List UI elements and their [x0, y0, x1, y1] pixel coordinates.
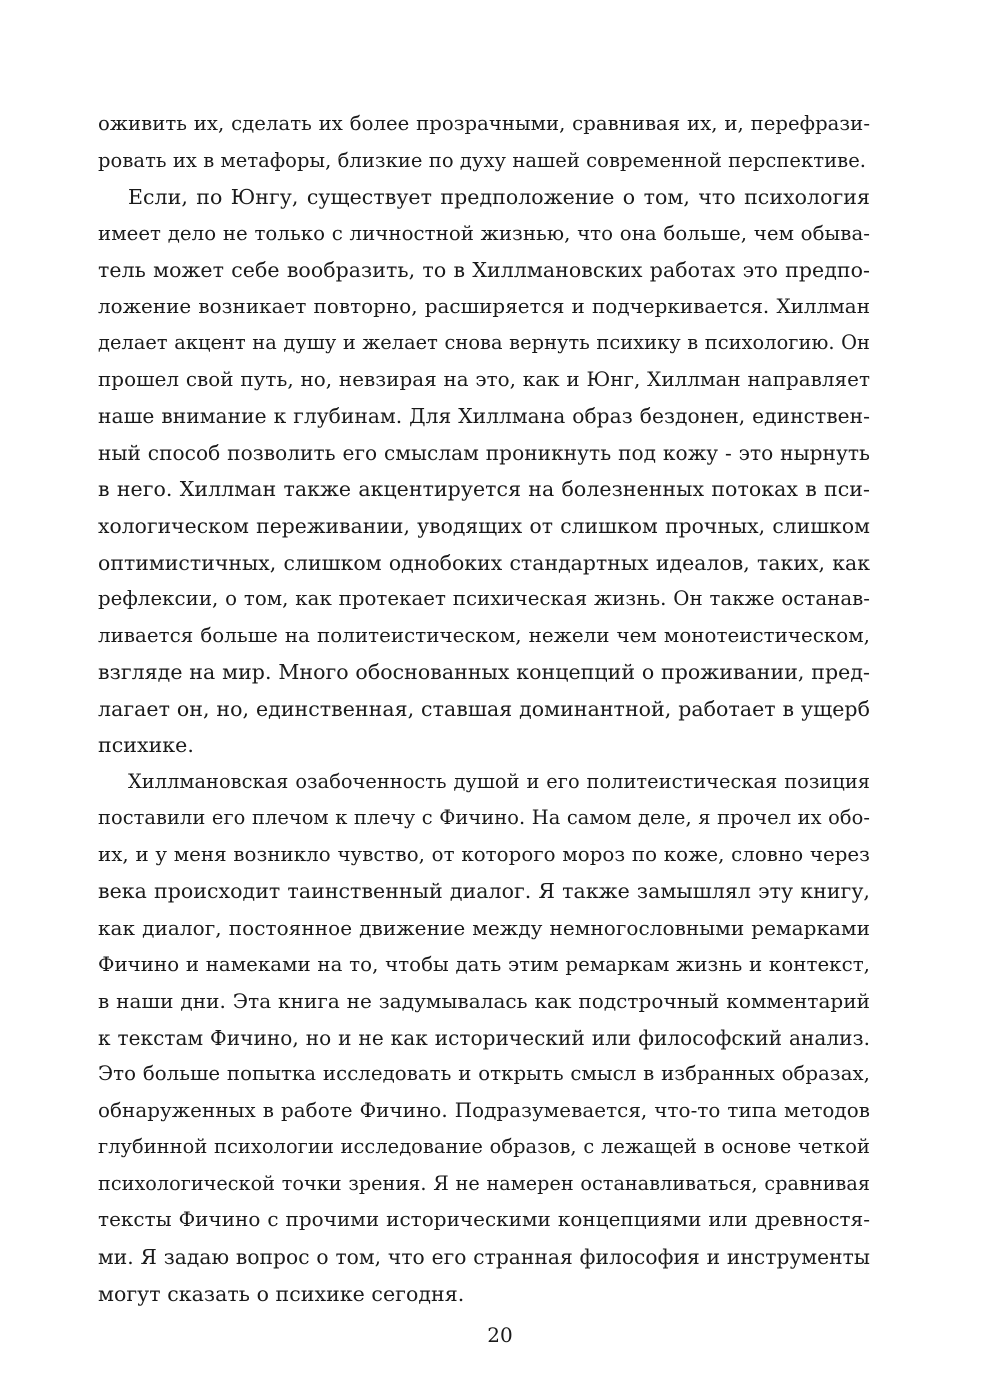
text-line: их, и у меня возникло чувство, от которого мороз по коже, словно через: [98, 842, 870, 866]
text-line: к текстам Фичино, но и не как исторический или философский анализ.: [98, 1025, 870, 1050]
body-text: [98, 106, 870, 1312]
page-number: 20: [487, 1323, 513, 1347]
text-line: психике.: [98, 733, 194, 758]
text-line: в наши дни. Эта книга не задумывалась как подстрочный комментарий: [98, 989, 870, 1014]
text-line: психологической точки зрения. Я не намерен останавливаться, сравнивая: [98, 1171, 870, 1195]
text-line: наше внимание к глубинам. Для Хиллмана образ бездонен, единствен-: [98, 404, 870, 429]
text-line: могут сказать о психике сегодня.: [98, 1281, 465, 1306]
text-line: как диалог, постоянное движение между немногословными ремарками: [98, 916, 870, 941]
text-line: в него. Хиллман также акцентируется на болезненных потоках в пси-: [98, 477, 870, 502]
text-line: делает акцент на душу и желает снова вернуть психику в психологию. Он: [98, 331, 870, 355]
text-line: лагает он, но, единственная, ставшая доминантной, работает в ущерб: [98, 696, 870, 721]
text-line: Фичино и намеками на то, чтобы дать этим ремаркам жизнь и контекст,: [98, 952, 870, 976]
text-line: ный способ позволить его смыслам проникнуть под кожу - это нырнуть: [98, 440, 870, 465]
text-line: ливается больше на политеистическом, нежели чем монотеистическом,: [98, 623, 870, 647]
text-line: имеет дело не только с личностной жизнью, что она больше, чем обыва-: [98, 221, 870, 245]
text-line: тель может себе вообразить, то в Хиллмановских работах это предпо-: [98, 258, 870, 283]
text-line: хологическом переживании, уводящих от слишком прочных, слишком: [98, 514, 870, 539]
text-line: века происходит таинственный диалог. Я также замышлял эту книгу,: [98, 879, 870, 904]
text-line: глубинной психологии исследование образов, с лежащей в основе четкой: [98, 1135, 870, 1159]
text-line: обнаруженных в работе Фичино. Подразумевается, что-то типа методов: [98, 1098, 870, 1122]
text-line: оптимистичных, слишком однобоких стандартных идеалов, таких, как: [98, 550, 870, 575]
text-line: прошел свой путь, но, невзирая на это, как и Юнг, Хиллман направляет: [98, 367, 870, 391]
text-line: оживить их, сделать их более прозрачными, сравнивая их, и, перефрази-: [98, 112, 870, 135]
text-line: поставили его плечом к плечу с Фичино. На самом деле, я прочел их обо-: [98, 806, 870, 830]
text-line: взгляде на мир. Много обоснованных концепций о проживании, пред-: [98, 660, 870, 685]
text-line: тексты Фичино с прочими историческими концепциями или древностя-: [98, 1208, 870, 1232]
text-line: Если, по Юнгу, существует предположение о том, что психология: [128, 185, 870, 210]
text-line: рефлексии, о том, как протекает психическая жизнь. Он также останав-: [98, 587, 870, 611]
text-line: ми. Я задаю вопрос о том, что его странная философия и инструменты: [98, 1244, 870, 1269]
text-line: Хиллмановская озабоченность душой и его политеистическая позиция: [128, 769, 870, 793]
text-line: ровать их в метафоры, близкие по духу нашей современной перспективе.: [98, 148, 867, 172]
text-line: ложение возникает повторно, расширяется и подчеркивается. Хиллман: [98, 294, 870, 318]
text-line: Это больше попытка исследовать и открыть смысл в избранных образах,: [98, 1062, 870, 1086]
